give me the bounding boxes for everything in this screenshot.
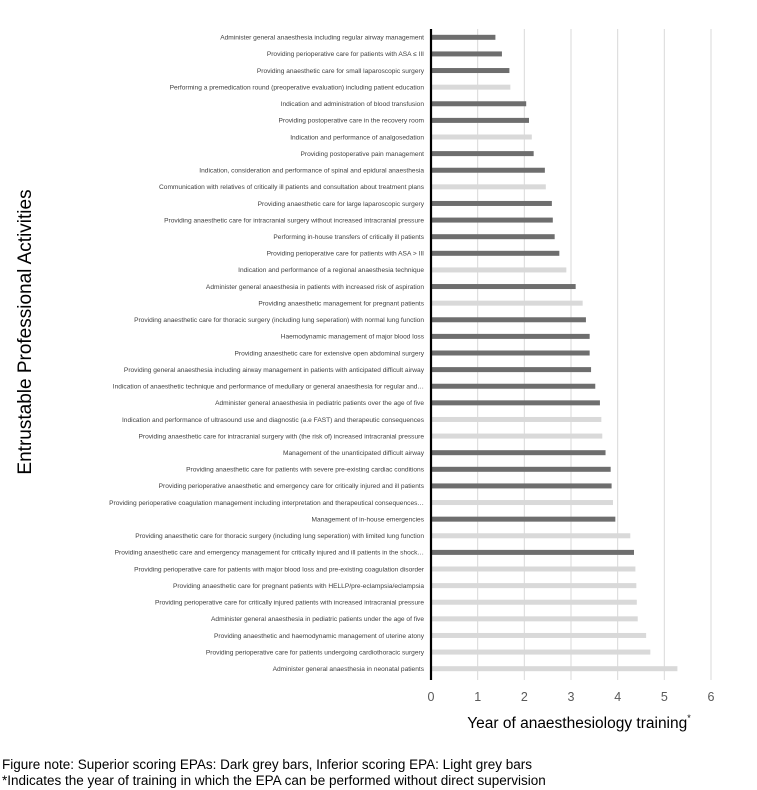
bar-10 xyxy=(431,184,546,189)
category-label-9: Indication, consideration and performance of spinal and epidural anaesthesia xyxy=(199,167,424,175)
bar-12 xyxy=(431,218,553,223)
category-label-39: Administer general anaesthesia in neonatal patients xyxy=(272,665,424,673)
bar-13 xyxy=(431,234,555,239)
bar-2 xyxy=(431,51,502,56)
x-tick-0: 0 xyxy=(427,690,435,704)
bar-38 xyxy=(431,650,650,655)
bar-11 xyxy=(431,201,552,206)
category-label-36: Administer general anaesthesia in pediatric patients under the age of five xyxy=(211,616,424,624)
bar-14 xyxy=(431,251,559,256)
category-label-19: Haemodynamic management of major blood loss xyxy=(280,333,424,341)
category-label-34: Providing anaesthetic care for pregnant patients with HELLP/pre-eclampsia/eclampsia xyxy=(172,582,424,590)
bar-9 xyxy=(431,168,545,173)
bar-4 xyxy=(431,85,510,90)
figure-note: Figure note: Superior scoring EPAs: Dark grey bars, Inferior scoring EPA: Light grey bars xyxy=(2,757,532,772)
x-tick-2: 2 xyxy=(520,690,528,704)
bar-25 xyxy=(431,434,602,439)
category-label-21: Providing general anaesthesia including airway management in patients with anticipated difficult airway xyxy=(123,366,424,374)
x-tick-6: 6 xyxy=(707,690,715,704)
category-label-28: Providing perioperative anaesthetic and emergency care for critically injured and ill patients xyxy=(158,483,424,491)
bar-24 xyxy=(431,417,601,422)
category-label-15: Indication and performance of a regional anaesthesia technique xyxy=(238,267,424,275)
category-label-38: Providing perioperative care for patients undergoing cardiothoracic surgery xyxy=(205,649,424,657)
category-label-20: Providing anaesthetic care for extensive open abdominal surgery xyxy=(234,350,424,358)
bar-31 xyxy=(431,533,630,538)
bars xyxy=(431,35,677,671)
bar-15 xyxy=(431,267,566,272)
category-label-37: Providing anaesthetic and haemodynamic management of uterine atony xyxy=(213,632,424,640)
category-label-18: Providing anaesthetic care for thoracic surgery (including lung seperation) with normal lung function xyxy=(134,317,424,325)
category-label-35: Providing perioperative care for critically injured patients with increased intracranial pressure xyxy=(154,599,424,607)
category-label-6: Providing postoperative care in the recovery room xyxy=(278,117,424,125)
category-label-2: Providing perioperative care for patients with ASA ≤ III xyxy=(266,51,424,59)
category-label-27: Providing anaesthetic care for patients with severe pre-existing cardiac conditions xyxy=(186,466,424,474)
category-label-25: Providing anaesthetic care for intracranial surgery with (the risk of) increased intracranial pressure xyxy=(138,433,424,441)
category-label-5: Indication and administration of blood transfusion xyxy=(280,101,424,109)
bar-23 xyxy=(431,400,600,405)
bar-21 xyxy=(431,367,591,372)
bar-35 xyxy=(431,600,637,605)
category-label-10: Communication with relatives of critically ill patients and consultation about treatment plans xyxy=(159,184,424,192)
category-label-13: Performing in-house transfers of critically ill patients xyxy=(273,233,424,241)
bar-33 xyxy=(431,567,635,572)
category-label-23: Administer general anaesthesia in pediatric patients over the age of five xyxy=(215,400,424,408)
category-label-17: Providing anaesthetic management for pregnant patients xyxy=(258,300,424,308)
bar-30 xyxy=(431,517,615,522)
bar-8 xyxy=(431,151,534,156)
bar-5 xyxy=(431,101,526,106)
bar-16 xyxy=(431,284,576,289)
x-tick-5: 5 xyxy=(660,690,668,704)
x-axis-title xyxy=(467,713,691,732)
bar-37 xyxy=(431,633,646,638)
category-label-1: Administer general anaesthesia including regular airway management xyxy=(220,34,424,42)
bar-27 xyxy=(431,467,611,472)
category-label-11: Providing anaesthetic care for large laparoscopic surgery xyxy=(257,200,424,208)
bar-32 xyxy=(431,550,634,555)
bar-3 xyxy=(431,68,509,73)
bar-39 xyxy=(431,666,677,671)
category-label-24: Indication and performance of ultrasound use and diagnostic (a.e FAST) and therapeutic consequences xyxy=(121,416,424,424)
x-tick-1: 1 xyxy=(474,690,482,704)
bar-1 xyxy=(431,35,495,40)
category-label-31: Providing anaesthetic care for thoracic surgery (including lung seperation) with limited lung function xyxy=(135,533,424,541)
category-label-8: Providing postoperative pain management xyxy=(300,150,424,158)
category-label-26: Management of the unanticipated difficult airway xyxy=(283,449,424,457)
bar-26 xyxy=(431,450,606,455)
category-label-3: Providing anaesthetic care for small laparoscopic surgery xyxy=(256,67,424,75)
category-label-30: Management of in-house emergencies xyxy=(311,516,424,524)
category-label-32: Providing anaesthetic care and emergency management for critically injured and ill patients in the shock… xyxy=(114,549,424,557)
x-axis-title-text: Year of anaesthesiology training xyxy=(467,715,688,732)
category-label-14: Providing perioperative care for patients with ASA > III xyxy=(266,250,424,258)
y-axis-title: Entrustable Professional Activities xyxy=(15,189,36,475)
bar-34 xyxy=(431,583,636,588)
x-tick-3: 3 xyxy=(567,690,575,704)
category-label-29: Providing perioperative coagulation management including interpretation and therapeutical consequences… xyxy=(109,499,424,507)
bar-36 xyxy=(431,616,638,621)
x-tick-4: 4 xyxy=(614,690,622,704)
bar-29 xyxy=(431,500,613,505)
category-label-7: Indication and performance of analgosedation xyxy=(290,134,424,142)
bar-28 xyxy=(431,483,612,488)
bar-7 xyxy=(431,135,532,140)
x-tick-labels xyxy=(428,690,715,704)
category-label-12: Providing anaesthetic care for intracranial surgery without increased intracranial pressure xyxy=(164,217,424,225)
category-label-16: Administer general anaesthesia in patients with increased risk of aspiration xyxy=(205,283,424,291)
category-label-33: Providing perioperative care for patients with major blood loss and pre-existing coagulation disorder xyxy=(134,566,424,574)
bar-22 xyxy=(431,384,595,389)
category-label-22: Indication of anaesthetic technique and performance of medullary or general anaesthesia for regular and… xyxy=(112,383,424,391)
category-labels xyxy=(109,35,425,673)
bar-18 xyxy=(431,317,586,322)
bar-20 xyxy=(431,351,590,356)
x-axis-title-superscript: * xyxy=(687,713,691,723)
bar-19 xyxy=(431,334,590,339)
supervision-footnote: *Indicates the year of training in which the EPA can be performed without direct supervision xyxy=(2,773,546,788)
category-label-4: Performing a premedication round (preoperative evaluation) including patient education xyxy=(169,84,424,92)
bar-6 xyxy=(431,118,529,123)
bar-17 xyxy=(431,301,583,306)
